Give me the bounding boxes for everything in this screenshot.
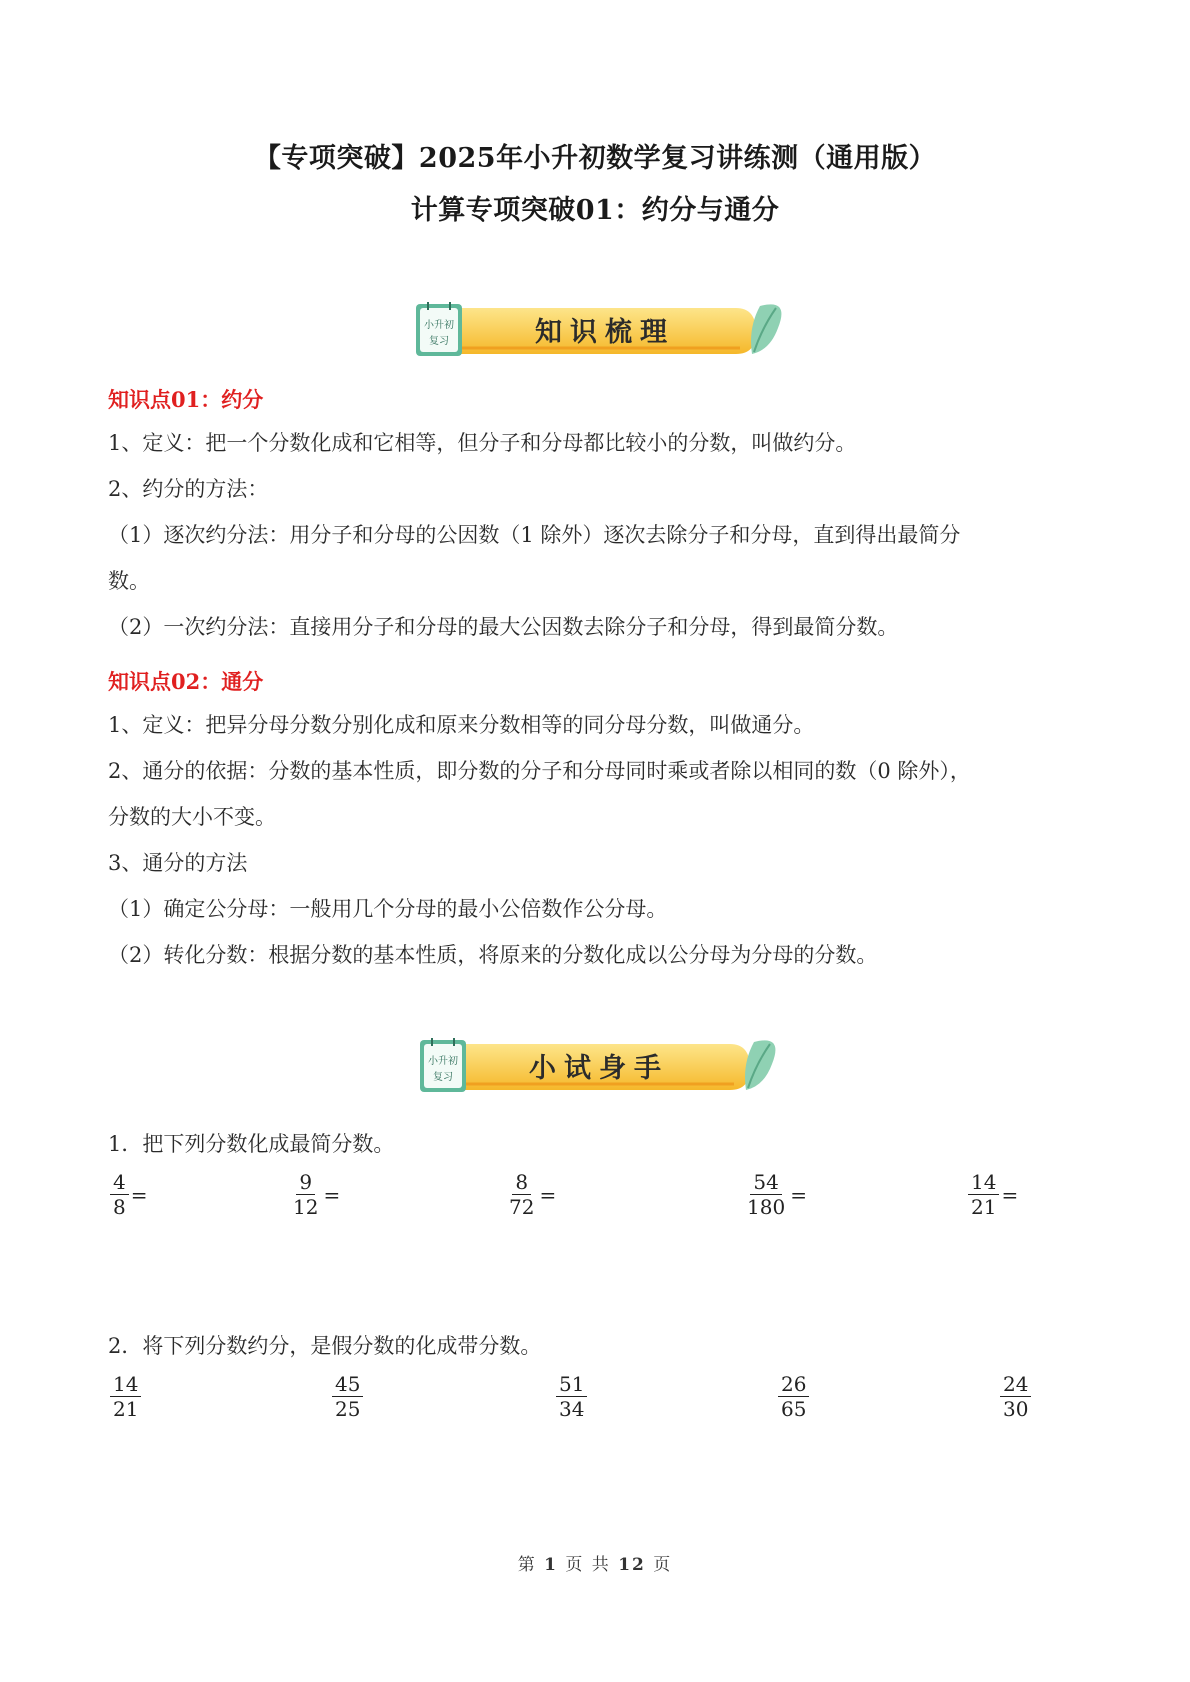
equals-sign: = [323, 1182, 341, 1207]
equals-sign: = [130, 1182, 148, 1207]
section-banner-practice [0, 1034, 1190, 1096]
equals-sign: = [790, 1182, 807, 1207]
text-line: 数。 [108, 569, 150, 593]
fraction: $\frac{51}{34}$ [556, 1372, 587, 1421]
fraction-item [1000, 1372, 1031, 1421]
text-line: 1、定义：把异分母分数分别化成和原来分数相等的同分母分数，叫做通分。 [108, 713, 815, 737]
text-line: 2、约分的方法： [108, 477, 269, 501]
document-title: 【专项突破】2025年小升初数学复习讲练测（通用版） [253, 143, 937, 174]
fraction-item [290, 1170, 340, 1219]
knowledge-point-body [108, 420, 1098, 650]
fraction: $\frac{45}{25}$ [332, 1372, 363, 1421]
page-number: 1 [544, 1555, 558, 1575]
banner-label: 小试身手 [529, 1053, 669, 1084]
footer-text: 页 [653, 1555, 673, 1575]
fraction-item [110, 1372, 141, 1421]
svg-text:小升初: 小升初 [428, 1056, 458, 1067]
fraction: $\frac{54}{180}$ [747, 1170, 786, 1219]
document-subtitle: 计算专项突破01：约分与通分 [410, 195, 780, 226]
svg-text:复习: 复习 [429, 336, 449, 347]
fraction: $\frac{14}{21}$ [110, 1372, 141, 1421]
text-line: （1）确定公分母：一般用几个分母的最小公倍数作公分母。 [108, 897, 668, 921]
fraction: $\frac{8}{72}$ [509, 1170, 535, 1219]
text-line: 3、通分的方法 [108, 851, 248, 875]
fraction: $\frac{24}{30}$ [1000, 1372, 1031, 1421]
text-line: （1）逐次约分法：用分子和分母的公因数（1 除外）逐次去除分子和分母，直到得出最简分 [108, 523, 961, 547]
footer-text: 第 [517, 1555, 537, 1575]
fraction-item [556, 1372, 587, 1421]
page-footer [0, 1550, 1190, 1575]
fraction: $\frac{26}{65}$ [778, 1372, 809, 1421]
fraction-item [332, 1372, 363, 1421]
text-line: （2）转化分数：根据分数的基本性质，将原来的分数化成以公分母为分母的分数。 [108, 943, 878, 967]
text-line: （2）一次约分法：直接用分子和分母的最大公因数去除分子和分母，得到最简分数。 [108, 615, 899, 639]
knowledge-point-heading: 知识点02：通分 [108, 669, 264, 694]
knowledge-point-body [108, 702, 1098, 978]
fraction-item [968, 1170, 1018, 1219]
question-fraction-row [0, 1170, 1190, 1230]
text-line: 1、定义：把一个分数化成和它相等，但分子和分母都比较小的分数，叫做约分。 [108, 431, 857, 455]
fraction: $\frac{4}{8}$ [110, 1170, 129, 1219]
text-line: 分数的大小不变。 [108, 805, 276, 829]
question-fraction-row [0, 1372, 1190, 1432]
fraction-item [744, 1170, 807, 1219]
knowledge-point-heading: 知识点01：约分 [108, 387, 264, 412]
equals-sign: = [1001, 1182, 1019, 1207]
fraction: $\frac{14}{21}$ [968, 1170, 999, 1219]
footer-text: 页 共 [565, 1555, 611, 1575]
fraction-item [506, 1170, 556, 1219]
fraction: $\frac{9}{12}$ [293, 1170, 319, 1219]
fraction-item [778, 1372, 809, 1421]
equals-sign: = [539, 1182, 557, 1207]
svg-text:小升初: 小升初 [424, 320, 454, 331]
question-prompt: 2．将下列分数约分，是假分数的化成带分数。 [108, 1334, 542, 1358]
fraction-item [110, 1170, 148, 1219]
banner-label: 知识梳理 [535, 317, 675, 348]
question-prompt: 1．把下列分数化成最简分数。 [108, 1132, 395, 1156]
svg-text:复习: 复习 [433, 1072, 453, 1083]
text-line: 2、通分的依据：分数的基本性质，即分数的分子和分母同时乘或者除以相同的数（0 除外）， [108, 759, 971, 783]
page-total: 12 [618, 1555, 646, 1575]
section-banner-knowledge [0, 298, 1190, 360]
